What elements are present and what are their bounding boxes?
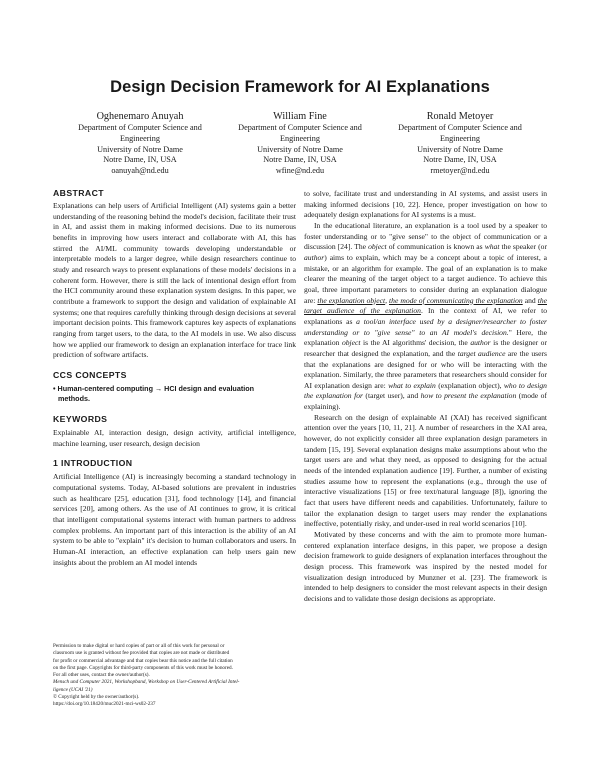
- text: is the AI algorithms' decision, the: [360, 338, 471, 348]
- text: the mode of communicating the explanation: [389, 295, 523, 305]
- text: (target user), and: [362, 391, 421, 401]
- text: the explanation object: [317, 295, 386, 305]
- text: and: [522, 295, 538, 305]
- author-location: Notre Dame, IN, USA: [423, 155, 497, 165]
- abstract-heading: ABSTRACT: [53, 188, 104, 198]
- text: author: [304, 252, 325, 262]
- ccs-heading: CCS CONCEPTS: [53, 369, 127, 380]
- text: the target audience of the explanation: [304, 295, 547, 316]
- text: object: [341, 338, 361, 348]
- author-name: William Fine: [273, 111, 327, 122]
- text: what: [484, 242, 500, 252]
- keywords-heading: KEYWORDS: [53, 414, 108, 425]
- author-3: [380, 110, 540, 177]
- text: are the users that the explanations are designed for or who will be interacting with the explanation. Similarly, the three parameters that researchers should consider for AI explanation design are:: [304, 348, 547, 390]
- author-location: Notre Dame, IN, USA: [103, 155, 177, 165]
- text: how to present the explanation: [420, 391, 517, 401]
- footnote-line: for profit or commercial advantage and that copies bear this notice and the full citation: [53, 657, 233, 664]
- paper-title: Design Decision Framework for AI Explanations: [110, 78, 490, 96]
- footnote-doi[interactable]: https://doi.org/10.18420/muc2021-mci-ws02-237: [53, 701, 156, 708]
- paragraph: to solve, facilitate trust and understanding in AI systems, and assist users in making informed decisions [10, 22]. Hence, proper investigation on how to adequately design explanations for AI systems is a must.: [304, 189, 547, 220]
- footnote-venue-b: User-Centered Artificial Intel-: [176, 679, 240, 686]
- right-column: [304, 189, 547, 605]
- author-2: [220, 110, 380, 177]
- ccs-item: • Human-centered computing → HCI design and evaluation: [53, 383, 254, 393]
- author-univ: University of Notre Dame: [97, 144, 183, 154]
- footnote-copyright: © Copyright held by the owner/author(s).: [53, 694, 140, 701]
- author-dept: Department of Computer Science and: [398, 123, 522, 132]
- text: . In the context of AI, we refer to explanations as: [304, 306, 547, 326]
- author-univ: University of Notre Dame: [257, 144, 343, 154]
- footnote-line: For all other uses, contact the owner/author(s).: [53, 672, 150, 679]
- text: author: [470, 338, 491, 348]
- author-dept: Engineering: [119, 133, 160, 143]
- author-dept: Department of Computer Science and: [78, 123, 202, 132]
- paragraph: Research on the design of explainable AI (XAI) has received significant attention over the years [10, 11, 21]. A number of researchers in the XAI area, however, do not explicitly consider all three explanation design parameters in tandem [15, 19]. Several explanation designs make assumptions about who the target users are and what they need, as opposed to designing for the actual needs of the intended explanation audience [19]. Further, a number of existing studies assume how to represent the explanations (e.g., through the use of interactive visualizations [15] or free text/natural language [8]), ignoring the fact that users have different needs and capabilities. Unfortunately, failure to tailor the explanation design to target users may render the explanations ineffective, potentially risky, and under-used in real world scenarios [10].: [304, 412, 547, 529]
- author-block: [60, 110, 540, 177]
- left-column: [53, 188, 296, 568]
- author-email: oanuyah@nd.edu: [111, 166, 169, 176]
- ccs-item-cont: methods.: [58, 394, 90, 404]
- text: of communication is known as: [386, 242, 485, 252]
- author-name: Oghenemaro Anuyah: [96, 111, 184, 122]
- author-email: wfine@nd.edu: [275, 166, 325, 176]
- author-email: rmetoyer@nd.edu: [430, 166, 490, 176]
- text: a tool/an interface used by a designer/researcher to foster understanding or to "give sense" to an AI model's decision.: [304, 316, 547, 337]
- author-name: Ronald Metoyer: [426, 111, 494, 122]
- intro-text: Artificial Intelligence (AI) is increasingly becoming a standard technology in computational systems. Today, AI-based solutions are prevalent in industries such as healthcare [25], education [31], food technology [14], and financial services [20], among others. As the use of AI continues to grow, it is critical that intelligent computational systems interact with human partners to address complex problems. An important part of this interaction is the ability of an AI system to be able to "explain" it's decision to human collaborators and users. In Human-AI interaction, an effective explanation can help users gain new insights about the problem an AI model intends: [53, 472, 296, 567]
- text: is the designer or researcher that designed the explanation, and the: [304, 338, 547, 358]
- footnote-line: Permission to make digital or hard copies of part or all of this work for personal or: [53, 643, 225, 649]
- footnote-line: on the first page. Copyrights for third-party components of this work must be honored.: [53, 664, 233, 671]
- paragraph: [304, 221, 547, 413]
- footnote-venue-a: Mensch und Computer 2021, Workshopband, Workshop on: [53, 679, 177, 686]
- text: (mode of explaining).: [304, 391, 547, 412]
- copyright-footnote: [53, 643, 296, 709]
- author-dept: Department of Computer Science and: [238, 123, 362, 132]
- text: who to design the explanation for: [304, 380, 547, 401]
- author-location: Notre Dame, IN, USA: [263, 155, 337, 165]
- abstract-text: Explanations can help users of Artificial Intelligent (AI) systems gain a better understanding of the reasoning behind the model's decision, facilitate their trust in AI, and assist them in making informed decisions. Due to its numerous benefits in improving how users interact and collaborate with AI, this has stirred the AI/ML community towards developing understandable or interpretable models to a larger degree, while design researchers continue to study and research ways to present explanations of these models' decisions in a coherent form. However, there is still the lack of intentional design effort from the HCI community around these explanation system designs. In this paper, we contribute a framework to support the design and validation of explainable AI systems; one that requires carefully thinking through design decisions at several important decision points. This framework captures key aspects of explanations ranging from target users, to the data, to the AI models in use. We also discuss how we applied our framework to design an explanation interface for trace link prediction of software artifacts.: [53, 201, 296, 360]
- text: object: [368, 242, 387, 252]
- text: what to explain: [388, 380, 436, 390]
- text: " Here, the explanation: [304, 327, 548, 348]
- paragraph: Motivated by these concerns and with the aim to promote more human-centered explanation interface designs, in this paper, we propose a design decision framework to guide designers of explanation interfaces throughout the design process. This framework was inspired by the nested model for visualization design introduced by Munzner et al. [23]. The framework is intended to help designers to consider the most relevant aspects in their design decisions and to validate those design decisions as appropriate.: [304, 530, 547, 603]
- footnote-venue: [53, 679, 296, 686]
- text: ,: [385, 295, 390, 305]
- author-dept: Engineering: [279, 133, 320, 143]
- author-univ: University of Notre Dame: [417, 144, 503, 154]
- text: the speaker (or: [499, 242, 547, 252]
- footnote-line: classroom use is granted without fee provided that copies are not made or distributed: [53, 650, 230, 657]
- keywords-text: Explainable AI, interaction design, design activity, artificial intelligence, machine learning, user research, design decision: [53, 428, 296, 448]
- intro-heading: 1 INTRODUCTION: [53, 458, 133, 469]
- footnote-line: [53, 687, 296, 694]
- text: ) aims to explain, which may be a concept about a topic of interest, a mistake, or an algorithm for example. The goal of an explanation is to make clearer the meaning of the target object to a target audience. To achieve this goal, three important parameters to consider during an explanation dialogue are:: [304, 252, 547, 305]
- text: (explanation object),: [435, 380, 504, 390]
- text: In the educational literature, an explanation is a tool used by a speaker to foster understanding or to "give sense" to the object of communication or a discussion [24]. The: [304, 220, 547, 252]
- ccs-list: [53, 384, 296, 405]
- author-1: [60, 110, 220, 177]
- text: target audience: [457, 348, 506, 358]
- author-dept: Engineering: [439, 133, 480, 143]
- footnote-venue-c: ligence (UCAI '21): [53, 686, 93, 693]
